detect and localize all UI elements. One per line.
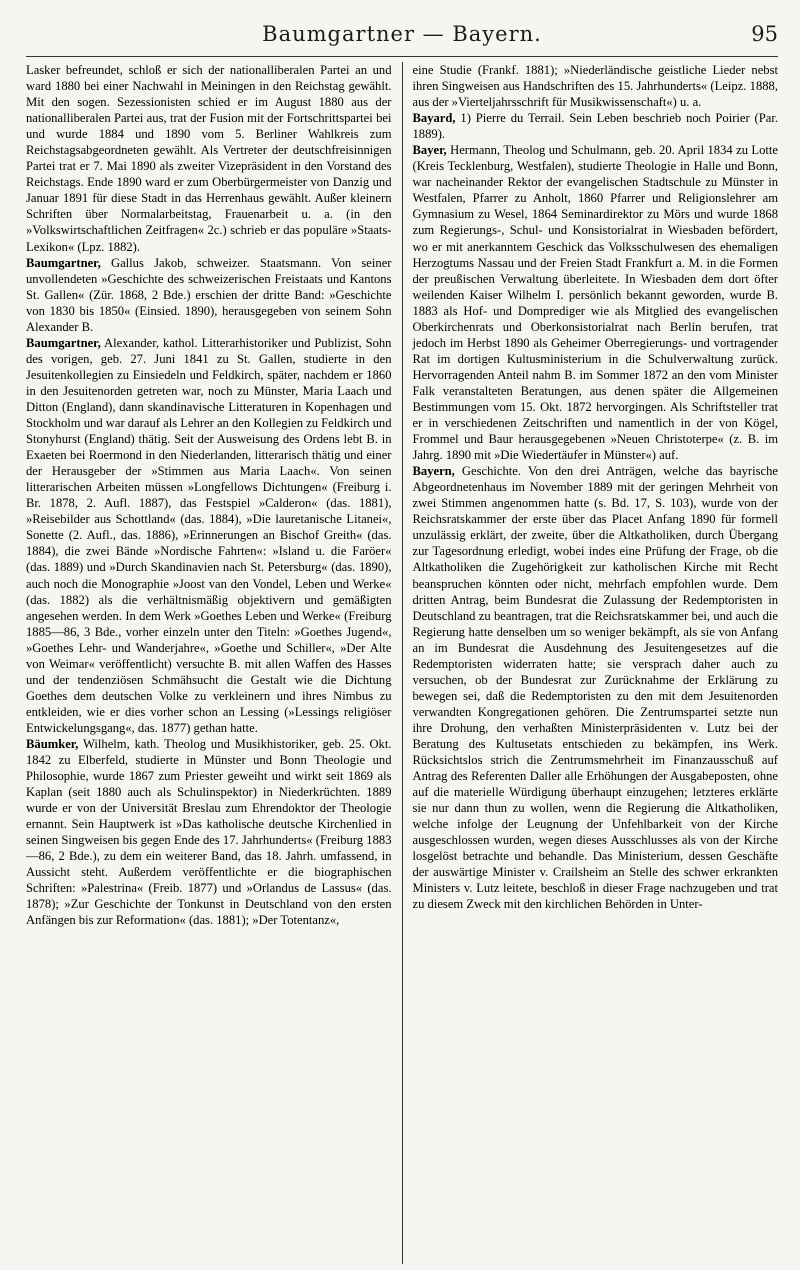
entry-bayern: Bayern, Geschichte. Von den drei Anträgen, welche das bayrische Abgeordnetenhaus im November 1889 mit der geringen Mehrheit von zwei Stimmen angenommen hatte (s. Bd. 17, S. 103), wurde von der Reichsratskammer der erste über das Placet Anfang 1890 für formell unzulässig erklärt, der zweite, über die Altkatholiken, durch Übergang zur Tagesordnung erledigt, wobei indes eine Prüfung der Frage, ob die Altkatholiken die Zugehörigkeit zur katholischen Kirche mit Recht beanspruchen könnten oder nicht, mehrfach empfohlen wurde. Dem dritten Antrag, beim Bundesrat die Zulassung der Redemptoristen in Deutschland zu beantragen, trat die Reichsratskammer bei, und auch die Regierung hatte denselben um so weniger bekämpft, als sie von Anfang an im Bundesrat die Ausdehnung des Jesuitengesetzes auf die Redemptoristen widerraten hatte; sie versprach daher auch zu versuchen, ob der Bundesrat zur Zurücknahme der Erklärung zu bewegen sei, daß die Redemptoristen zu den mit dem Jesuitenorden verwandten Kongregationen gehören. Die Zentrumspartei setzte nun ihre Drohung, den verhaßten Ministerpräsidenten v. Lutz bei der Beratung des Kultusetats entschieden zu bekämpfen, ins Werk. Rücksichtslos strich die Zentrumsmehrheit im Finanzausschuß auf Antrag des Referenten Daller alle Erhöhungen der Ausgabeposten, ohne auf die materielle Würdigung überhaupt einzugehen; letzteres erklärte sie nur dann thun zu wollen, wenn die Regierung die Altkatholiken, welche infolge der Leugnung der Unfehlbarkeit von der Kirche ausgeschlossen wurden, wegen dieses Ausschlusses als von der Kirche losgelöst betrachte und behandle. Das Ministerium, dessen Geschäfte der auswärtige Minister v. Crailsheim an Stelle des schwer erkrankten Ministers v. Lutz leitete, beschloß in dieser Frage nachzugeben und trat zu diesem Zweck mit den kirchlichen Behörden in Unter- (412, 464, 778, 912)
headword: Bayern, (412, 464, 455, 479)
entry-continuation: eine Studie (Frankf. 1881); »Niederländische geistliche Lieder nebst ihren Singweisen aus Handschriften des 15. Jahrhunderts« (Leipz. 1888, aus der »Vierteljahrsschrift für Musikwissenschaft«) u. a. (412, 63, 778, 110)
entry-continuation: Lasker befreundet, schloß er sich der nationalliberalen Partei an und ward 1880 bei einer Nachwahl in Meiningen in den Reichstag gewählt. Mit den sogen. Sezessionisten schied er im August 1880 aus der nationalliberalen Partei aus, trat der Fusion mit der Fortschrittspartei bei und wurde 1884 und 1890 vom 5. Berliner Wahlkreis zum Reichstagsabgeordneten gewählt. Als Vertreter der deutschfreisinnigen Partei trat er 7. Mai 1890 als zweiter Vizepräsident in den Vorstand des Reichstags. Ende 1890 ward er zum Oberbürgermeister von Danzig und Januar 1891 für diese Stadt in das Herrenhaus gewählt. Außer kleinern Schriften über Normalarbeitstag, Frauenarbeit u. a. (in den »Volkswirtschaftlichen Zeitfragen« 2c.) schrieb er das populäre »Staats-Lexikon« (Lpz. 1882). (26, 63, 392, 254)
headword: Bäumker, (26, 736, 79, 751)
headword: Baumgartner, (26, 255, 101, 270)
entry-baumgartner-gallus: Baumgartner, Gallus Jakob, schweizer. Staatsmann. Von seiner unvollendeten »Geschichte des schweizerischen Freistaats und Kantons St. Gallen« (Zür. 1868, 2 Bde.) erschien der dritte Band: »Geschichte von 1830 bis 1850« (Einsied. 1890), herausgegeben von seinem Sohn Alexander B. (26, 255, 392, 334)
page-number: 95 (751, 22, 778, 46)
page-header (26, 0, 778, 57)
left-column (26, 62, 402, 1264)
entry-baeumker: Bäumker, Wilhelm, kath. Theolog und Musikhistoriker, geb. 25. Okt. 1842 zu Elberfeld, studierte in Münster und Bonn Theologie und Philosophie, wurde 1867 zum Priester geweiht und wirkt seit 1869 als Kaplan (seit 1880 auch als Schulinspektor) in Niederkrüchten. 1889 wurde er von der Universität Breslau zum Ehrendoktor der Theologie ernannt. Sein Hauptwerk ist »Das katholische deutsche Kirchenlied in seinen Singweisen bis gegen Ende des 17. Jahrhunderts« (Freiburg 1883—86, 2 Bde.), zu dem ein weiterer Band, das 18. Jahrh. umfassend, in Aussicht steht. Außerdem veröffentlichte er die biographischen Schriften: »Palestrina« (Freib. 1877) und »Orlandus de Lassus« (das. 1878); »Zur Geschichte der Tonkunst in Deutschland von den ersten Anfängen bis zur Reformation« (das. 1881); »Der Totentanz«, (26, 736, 392, 928)
entry-bayard: Bayard, 1) Pierre du Terrail. Sein Leben beschrieb noch Poirier (Par. 1889). (412, 111, 778, 142)
right-column (403, 62, 779, 1264)
text-columns (26, 62, 778, 1264)
running-head: Baumgartner — Bayern. (262, 22, 542, 46)
entry-bayer: Bayer, Hermann, Theolog und Schulmann, geb. 20. April 1834 zu Lotte (Kreis Tecklenburg, Westfalen), studierte Theologie in Halle und Bonn, war nacheinander Rektor der evangelischen Stadtschule zu Münster in Westfalen, Pfarrer zu Anholt, 1860 Pfarrer und Religionslehrer am Gymnasium zu Wesel, 1864 Seminardirektor zu Mörs und wurde 1868 zum Regierungs-, Schul- und Konsistorialrat in Wiesbaden befördert, wo er mit anerkanntem Geschick das Volksschulwesen des ehemaligen Herzogtums Nassau und der Freien Stadt Frankfurt a. M. in die Formen der preußischen Verwaltung überleitete. In Wiesbaden dem dort öfter weilenden Kaiser Wilhelm I. persönlich bekannt geworden, wurde B. 1883 als Hof- und Domprediger wie als Mitglied des evangelischen Oberkirchenrats und Oberkonsistorialrat nach Berlin berufen, trat jedoch im Herbst 1890 als Geheimer Oberregierungs- und vortragender Rat im dortigen Kultusministerium in die Schulverwaltung zurück. Hervorragenden Anteil nahm B. im Sommer 1872 an den vom Minister Falk veranstalteten Beratungen, aus denen später die Allgemeinen Bestimmungen vom 15. Okt. 1872 hervorgingen. Als Schriftsteller trat er in verschiedenen Zeitschriften und namentlich in der von Kögel, Frommel und Baur herausgegebenen »Neuen Christoterpe« (z. B. im Jahrg. 1890 mit »Die Wiedertäufer in Münster«) auf. (412, 143, 778, 463)
entry-baumgartner-alexander: Baumgartner, Alexander, kathol. Litterarhistoriker und Publizist, Sohn des vorigen, geb. 27. Juni 1841 zu St. Gallen, studierte in den Jesuitenkollegien zu Einsiedeln und Feldkirch, später, nachdem er 1860 in den Jesuitenorden getreten war, noch zu Münster, Maria Laach und Ditton (England), dann skandinavische Litteraturen in Kopenhagen und Stockholm und war darauf als Lehrer an den Kollegien zu Feldkirch und Stonyhurst (England) thätig. Seit der Ausweisung des Ordens lebt B. in Exaeten bei Roermond in den Niederlanden, litterarisch thätig und einer der Herausgeber der »Stimmen aus Maria Laach«. Von seinen litterarischen Arbeiten müssen »Longfellows Dichtungen« (Freiburg i. Br. 1878, 2. Aufl. 1887), das Festspiel »Calderon« (das. 1881), »Reisebilder aus Schottland« (das. 1884), »Die lauretanische Litanei«, Sonette (2. Aufl., das. 1886), »Erinnerungen an Bischof Greith« (das. 1884), die zwei Bände »Nordische Fahrten«: »Island u. die Faröer« (das. 1889) und »Durch Skandinavien nach St. Petersburg« (das. 1890), auch noch die Monographie »Joost van den Vondel, Leben und Werke« (das. 1882) als die verhältnismäßig objektivern und gemäßigten angesehen werden. In dem Werk »Goethes Leben und Werke« (Freiburg 1885—86, 3 Bde., vorher einzeln unter den Titeln: »Goethes Jugend«, »Goethes Lehr- und Wanderjahre«, »Goethe und Schiller«, »Der Alte von Weimar« veröffentlicht) versuchte B. mit allen Waffen des Hasses und der tendenziösen Schmähsucht die Gestalt wie die Dichtung Goethes dem deutschen Volke zu verkleinern und ihres Nimbus zu entkleiden, wie er dies vorher schon an Lessing (»Lessings religiöser Entwickelungsgang«, das. 1877) gethan hatte. (26, 335, 392, 735)
headword: Baumgartner, (26, 335, 101, 350)
headword: Bayard, (412, 111, 456, 126)
headword: Bayer, (412, 143, 447, 158)
